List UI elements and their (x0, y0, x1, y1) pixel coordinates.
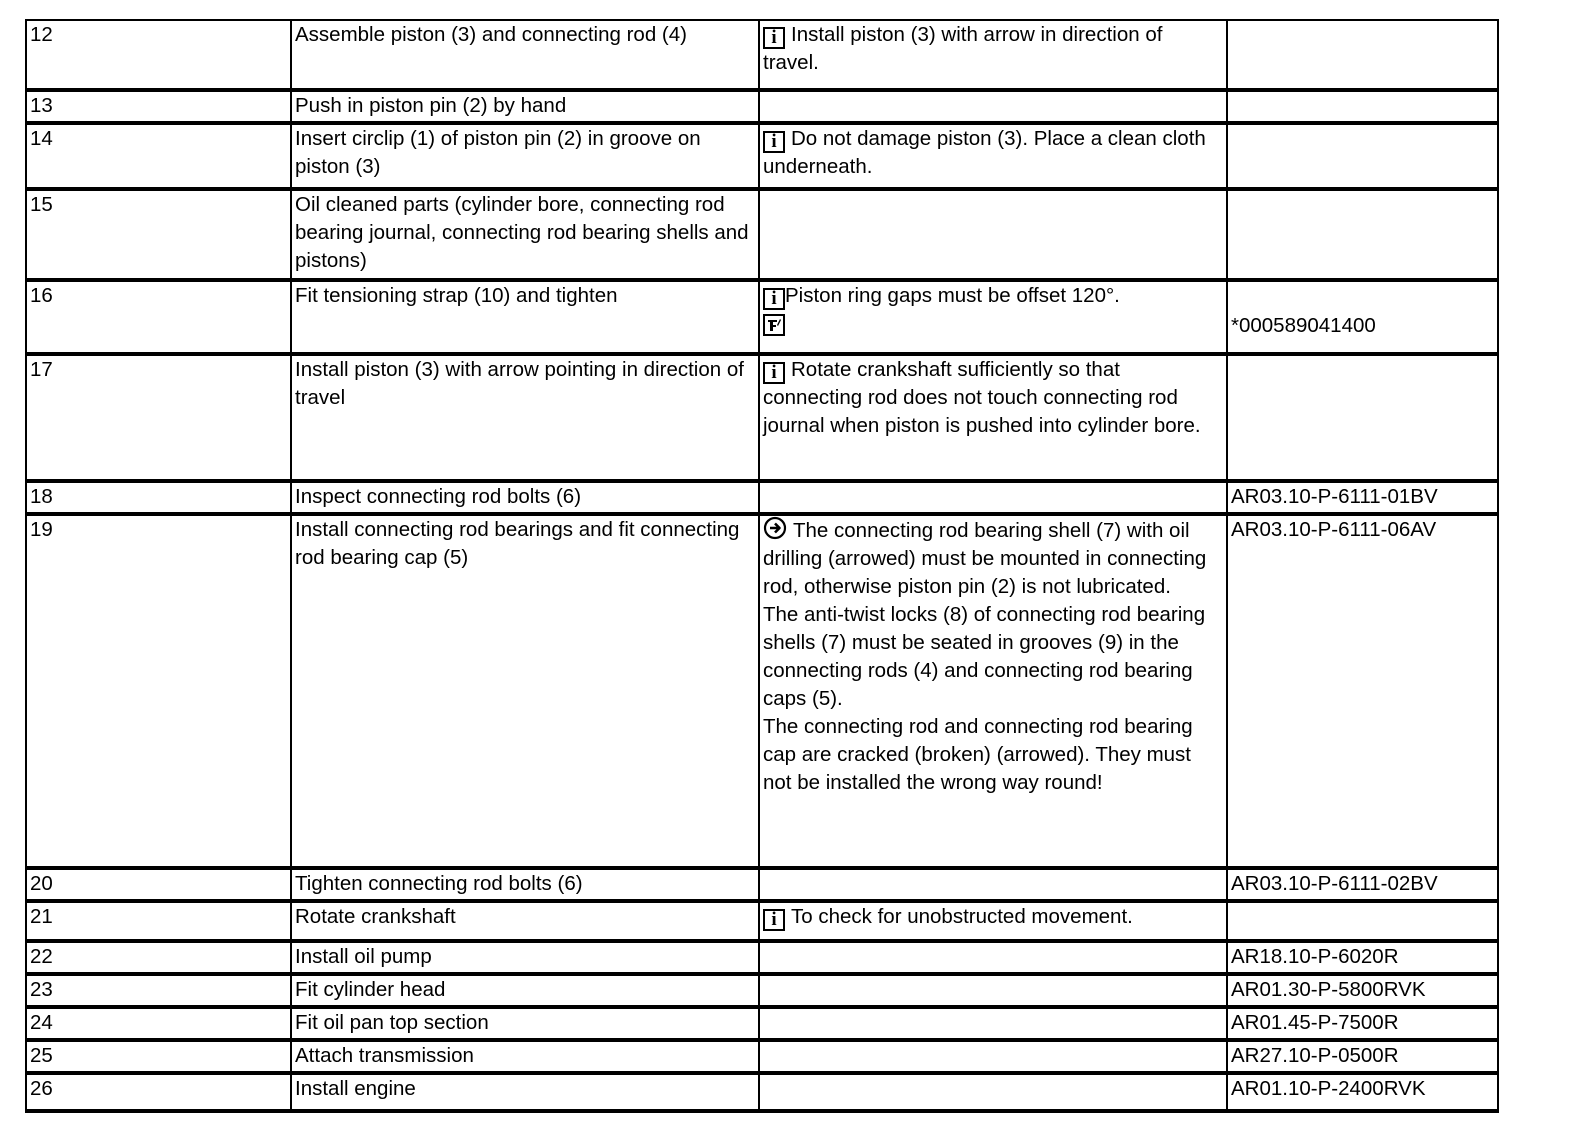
table-row (26, 189, 1498, 280)
table-row (26, 280, 1498, 354)
risk-warning-icon (763, 516, 787, 540)
step-note (759, 90, 1227, 123)
note-text: To check for unobstructed movement. (791, 905, 1133, 928)
step-action: Assemble piston (3) and connecting rod (4) (291, 20, 759, 90)
step-action: Tighten connecting rod bolts (6) (291, 868, 759, 901)
step-reference: AR03.10-P-6111-01BV (1227, 481, 1498, 514)
step-number: 15 (26, 189, 291, 280)
step-action: Fit cylinder head (291, 974, 759, 1007)
table-row (26, 1040, 1498, 1073)
table-row (26, 514, 1498, 868)
step-action: Attach transmission (291, 1040, 759, 1073)
step-number: 26 (26, 1073, 291, 1111)
step-number: 21 (26, 901, 291, 941)
step-number: 18 (26, 481, 291, 514)
step-reference (1227, 189, 1498, 280)
step-number: 25 (26, 1040, 291, 1073)
step-action: Install piston (3) with arrow pointing in direction of travel (291, 354, 759, 481)
step-reference: AR01.10-P-2400RVK (1227, 1073, 1498, 1111)
step-reference (1227, 280, 1498, 354)
step-number: 16 (26, 280, 291, 354)
note-text: Rotate crankshaft sufficiently so that connecting rod does not touch connecting rod journal when piston is pushed into cylinder bore. (763, 358, 1201, 437)
procedure-table (25, 19, 1499, 1113)
note-text: Do not damage piston (3). Place a clean cloth underneath. (763, 127, 1206, 178)
step-action: Push in piston pin (2) by hand (291, 90, 759, 123)
step-number: 14 (26, 123, 291, 189)
table-row (26, 941, 1498, 974)
table-row (26, 20, 1498, 90)
step-reference: AR03.10-P-6111-06AV (1227, 514, 1498, 868)
step-reference: AR03.10-P-6111-02BV (1227, 868, 1498, 901)
step-number: 22 (26, 941, 291, 974)
step-note (759, 901, 1227, 941)
info-icon: i (763, 131, 785, 153)
step-number: 24 (26, 1007, 291, 1040)
table-row (26, 974, 1498, 1007)
tool-line (763, 310, 1212, 344)
step-action: Fit oil pan top section (291, 1007, 759, 1040)
step-note (759, 1040, 1227, 1073)
step-number: 12 (26, 20, 291, 90)
note-text: Piston ring gaps must be offset 120°. (785, 284, 1120, 307)
step-note (759, 1007, 1227, 1040)
step-number: 23 (26, 974, 291, 1007)
step-note (759, 941, 1227, 974)
step-number: 17 (26, 354, 291, 481)
note-text: The connecting rod bearing shell (7) with oil drilling (arrowed) must be mounted in connecting rod, otherwise piston pin (2) is not lubricated. (763, 519, 1207, 598)
note-line (763, 282, 1212, 310)
table-row (26, 481, 1498, 514)
step-reference (1227, 901, 1498, 941)
step-action: Install engine (291, 1073, 759, 1111)
info-icon: i (763, 909, 785, 931)
step-reference: AR18.10-P-6020R (1227, 941, 1498, 974)
step-number: 20 (26, 868, 291, 901)
note-paragraph: The anti-twist locks (8) of connecting rod bearing shells (7) must be seated in grooves (9) in the connecting rods (4) and connecting rod bearing caps (5). (763, 603, 1206, 710)
step-action: Install oil pump (291, 941, 759, 974)
info-icon: i (763, 27, 785, 49)
note-paragraph: The connecting rod and connecting rod bearing cap are cracked (broken) (arrowed). They must not be installed the wrong way round! (763, 715, 1193, 794)
step-note (759, 974, 1227, 1007)
step-action: Rotate crankshaft (291, 901, 759, 941)
step-number: 13 (26, 90, 291, 123)
step-number: 19 (26, 514, 291, 868)
info-icon: i (763, 288, 785, 310)
tool-number: *000589041400 (1231, 314, 1376, 337)
table-row (26, 1007, 1498, 1040)
step-action: Install connecting rod bearings and fit connecting rod bearing cap (5) (291, 514, 759, 868)
step-note (759, 514, 1227, 868)
step-note (759, 1073, 1227, 1111)
step-action: Fit tensioning strap (10) and tighten (291, 280, 759, 354)
special-tool-icon (763, 314, 785, 336)
step-reference (1227, 354, 1498, 481)
step-note (759, 123, 1227, 189)
step-reference: AR01.30-P-5800RVK (1227, 974, 1498, 1007)
step-reference (1227, 123, 1498, 189)
step-note (759, 481, 1227, 514)
step-reference: AR01.45-P-7500R (1227, 1007, 1498, 1040)
step-reference (1227, 20, 1498, 90)
note-text: Install piston (3) with arrow in direction of travel. (763, 23, 1163, 74)
step-note (759, 354, 1227, 481)
table-row (26, 1073, 1498, 1111)
step-note (759, 20, 1227, 90)
table-row (26, 354, 1498, 481)
table-row (26, 123, 1498, 189)
table-row (26, 868, 1498, 901)
info-icon: i (763, 362, 785, 384)
step-reference (1227, 90, 1498, 123)
step-note (759, 189, 1227, 280)
step-action: Insert circlip (1) of piston pin (2) in groove on piston (3) (291, 123, 759, 189)
step-reference: AR27.10-P-0500R (1227, 1040, 1498, 1073)
note-paragraph (763, 516, 1212, 601)
table-row (26, 90, 1498, 123)
step-action: Inspect connecting rod bolts (6) (291, 481, 759, 514)
step-note (759, 868, 1227, 901)
table-row (26, 901, 1498, 941)
step-action: Oil cleaned parts (cylinder bore, connecting rod bearing journal, connecting rod bearing shells and pistons) (291, 189, 759, 280)
step-note (759, 280, 1227, 354)
